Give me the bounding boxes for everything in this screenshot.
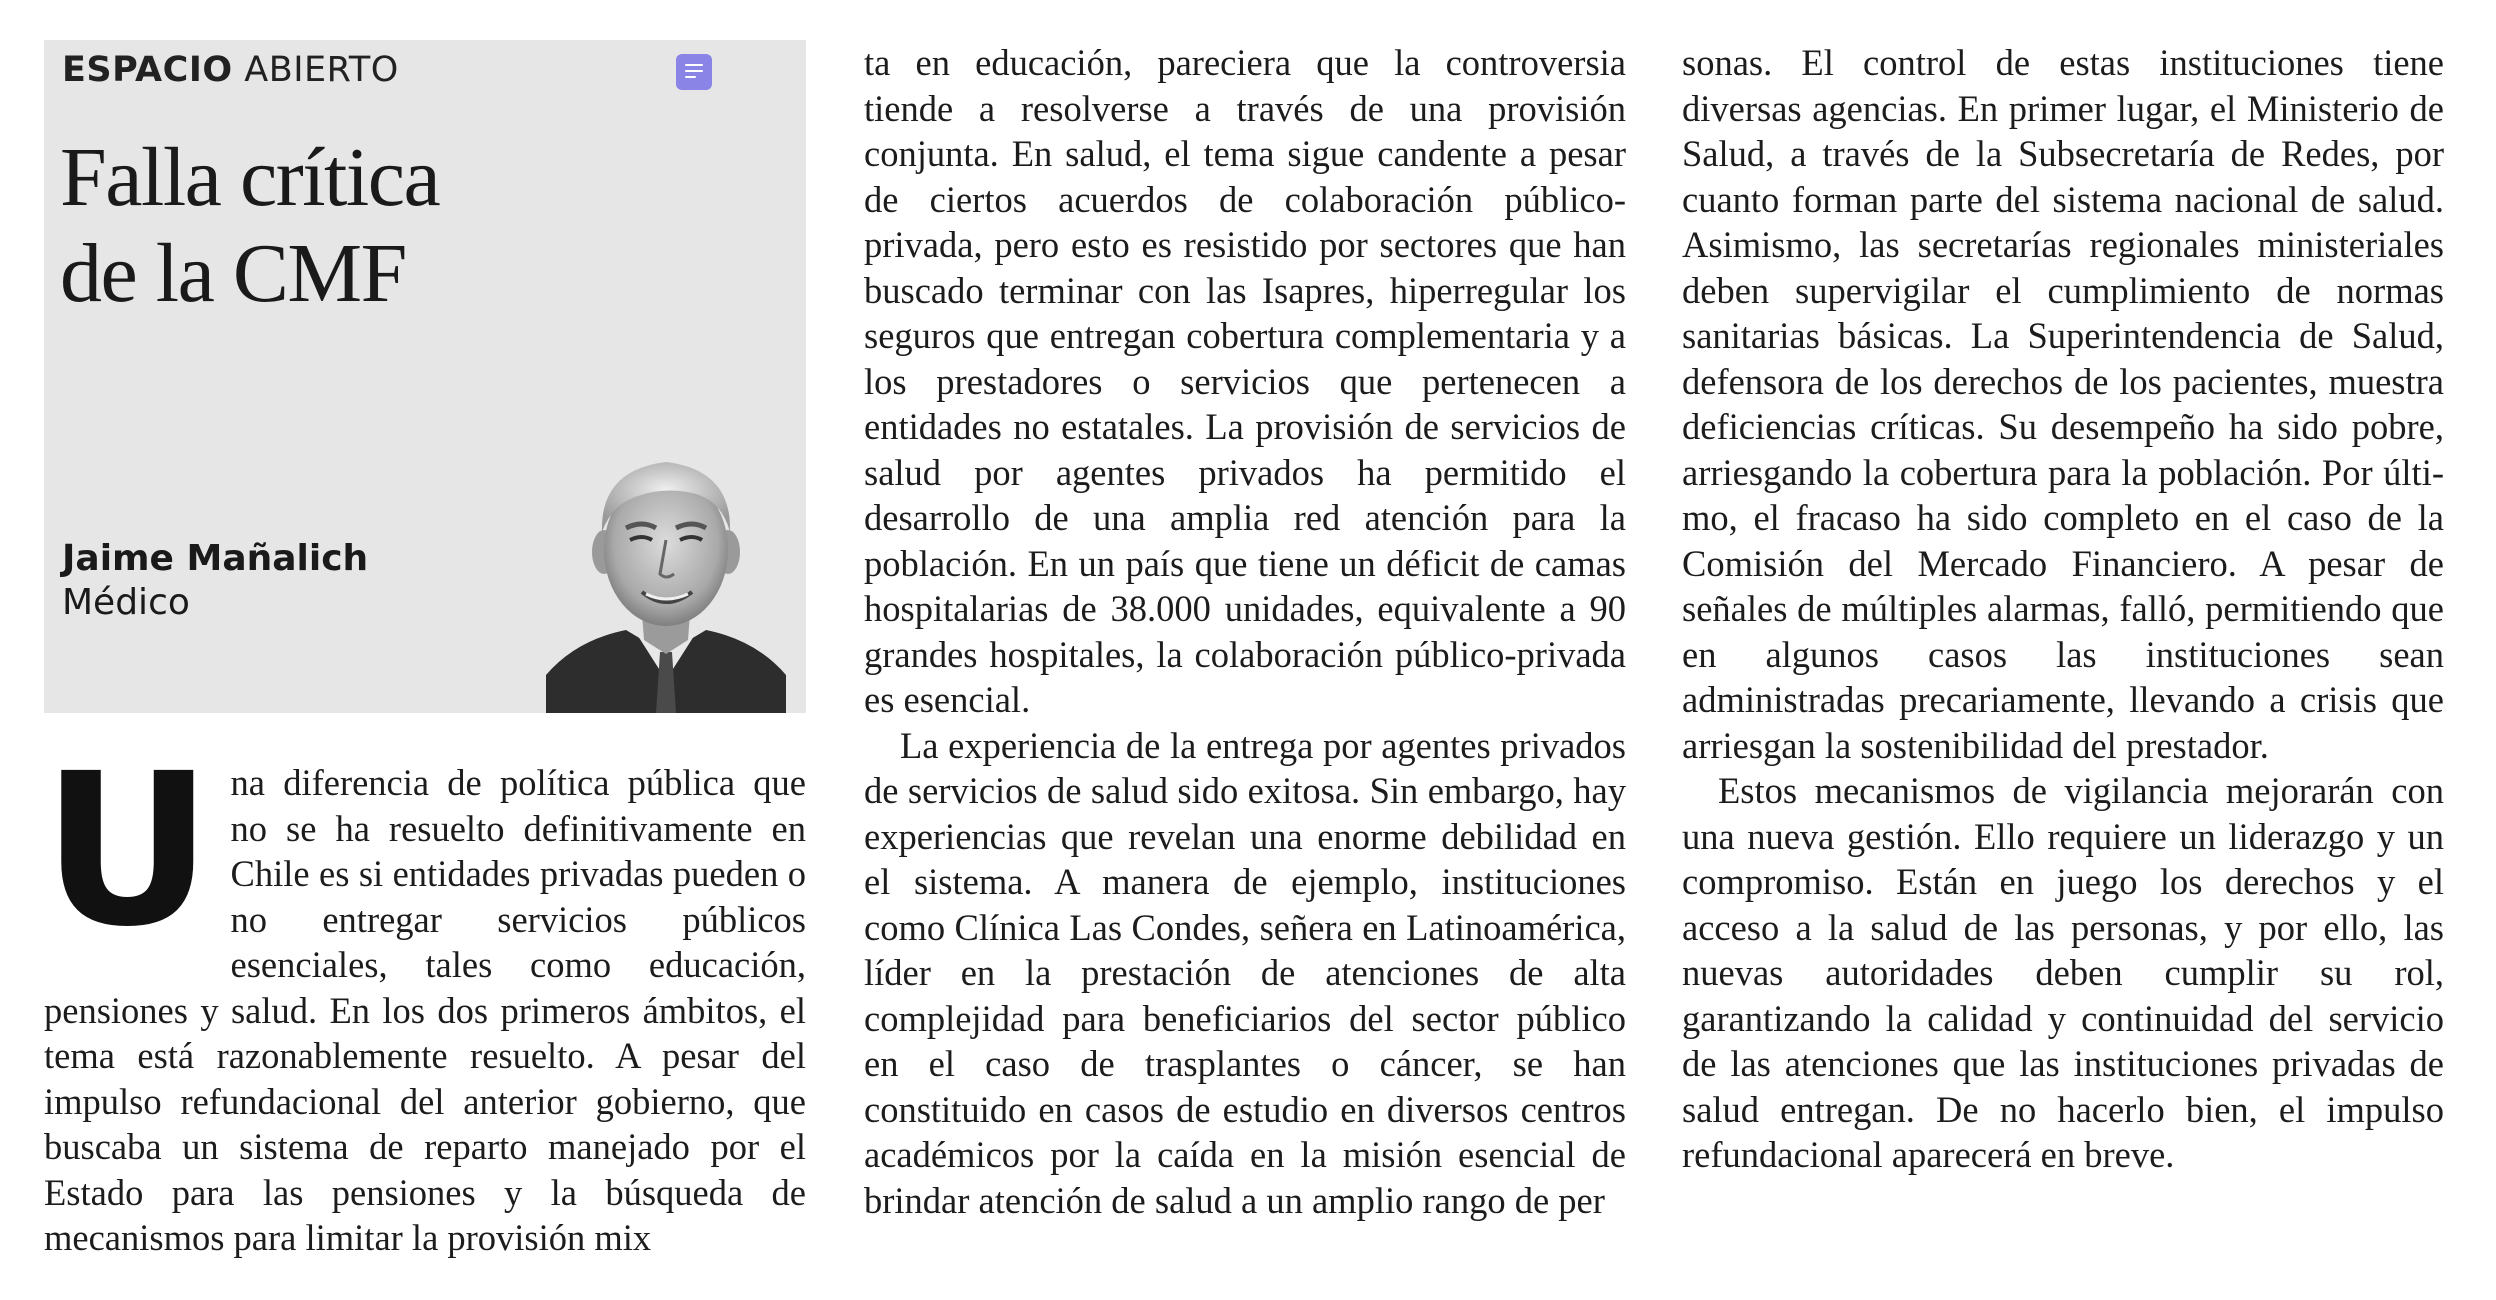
article-column-2 xyxy=(864,40,1626,1223)
headline-line-2: de la CMF xyxy=(60,227,406,320)
paragraph: La experiencia de la entrega por agentes privados de servicios de salud sido exitosa. Sin embargo, hay experiencias que revelan una enorme debilidad en el sistema. A manera de ejemplo, instituciones como Clínica Las Condes, señera en Latinoamérica, líder en la prestación de atenciones de alta complejidad para beneficiarios del sector público en el caso de trasplantes o cáncer, se han constituido en casos de estudio en diversos centros académicos por la caída en la misión esencial de brindar atención de salud a un amplio rango de per xyxy=(864,724,1626,1221)
section-label xyxy=(62,50,399,90)
section-label-light: ABIERTO xyxy=(244,50,399,90)
paragraph: Estos mecanismos de vigilancia mejorarán con una nueva gestión. Ello requiere un liderazgo y un compromiso. Están en juego los derechos y el acceso a la salud de las personas, y por ello, las nuevas autoridades deben cumplir su rol, garantizando la calidad y continuidad del servicio de las atenciones que las instituciones privadas de salud entregan. De no hacerlo bien, el impulso refundacional aparecerá en breve. xyxy=(1682,770,2444,1175)
author-portrait-illustration xyxy=(546,440,786,713)
author-portrait xyxy=(546,440,786,713)
section-label-strong: ESPACIO xyxy=(62,50,233,90)
headline-line-1: Falla crítica xyxy=(60,131,440,224)
author-role: Médico xyxy=(62,582,190,623)
paragraph: sonas. El control de estas instituciones tiene diversas agencias. En primer lugar, el Ministerio de Salud, a través de la Subsecretaría de Redes, por cuanto forman parte del sistema nacional de salud. Asimismo, las secretarías regionales ministeriales deben supervigilar el cumplimiento de normas sanitarias básicas. La Superintendencia de Salud, defensora de los derechos de los pacientes, muestra deficiencias críticas. Su desempeño ha sido pobre, arriesgando la cobertura para la población. Por último, el fracaso ha sido completo en el caso de la Comisión del Mercado Financiero. A pesar de señales de múltiples alarmas, falló, permitiendo que en algunos casos las instituciones sean administradas precariamente, llevando a crisis que arriesgan la sostenibilidad del prestador. xyxy=(1682,42,2444,766)
author-name: Jaime Mañalich xyxy=(62,538,369,579)
paragraph: ta en educación, pareciera que la controversia tiende a resolverse a través de una provisión conjunta. En salud, el tema sigue candente a pesar de ciertos acuerdos de colaboración público-privada, pero esto es resistido por sectores que han buscado terminar con las Isapres, hiperregular los seguros que entregan cobertura complementaria y a los prestadores o servicios que pertenecen a entidades no estatales. La provisión de servicios de salud por agentes privados ha permitido el desarrollo de una amplia red atención para la población. En un país que tiene un déficit de camas hospitalarias de 38.000 unidades, equivalente a 90 grandes hospitales, la colaboración público-privada es esencial. xyxy=(864,42,1626,720)
article-column-3 xyxy=(1682,40,2444,1178)
drop-cap: U xyxy=(42,728,213,973)
headline xyxy=(60,130,620,322)
article-column-1 xyxy=(42,728,806,1261)
document-icon[interactable] xyxy=(676,54,712,90)
paragraph: na diferencia de política pública que no se ha resuelto definitivamente en Chile es si entidades privadas pueden o no entregar servicios públicos esenciales, tales como educación, pensiones y salud. En los dos primeros ámbitos, el tema está razonablemente resuelto. A pesar del impulso refundacional del anterior gobierno, que buscaba un sistema de reparto manejado por el Estado para las pensiones y la búsqueda de mecanismos para limitar la provisión mix xyxy=(44,762,806,1258)
